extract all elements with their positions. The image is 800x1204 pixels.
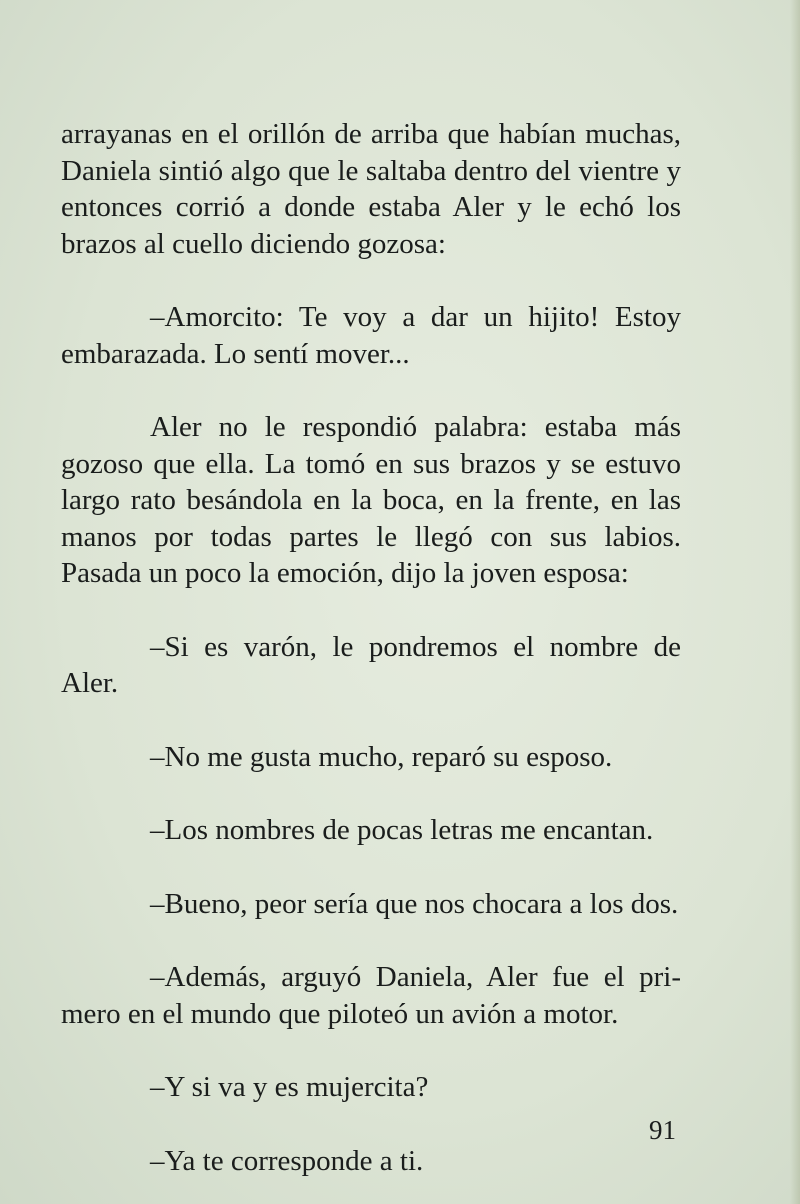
paragraph: –Bueno, peor sería que nos chocara a los dos.	[150, 887, 679, 920]
page-text	[61, 116, 681, 1179]
paragraph: –Si es varón, le pondremos el nombre de Aler.	[61, 630, 681, 699]
paragraph: –Y si va y es mujercita?	[150, 1071, 429, 1103]
page-number: 91	[649, 1115, 676, 1145]
paragraph: –Ya te corresponde a ti.	[150, 1144, 424, 1177]
paragraph: –Los nombres de pocas letras me encantan.	[150, 814, 654, 846]
paragraph: –Además, arguyó Daniela, Aler fue el pri- mero en el mundo que piloteó un avión a motor.	[61, 961, 681, 1030]
paragraph: Aler no le respondió palabra: estaba más gozoso que ella. La tomó en sus brazos y se estuvo largo rato besándola en la boca, en la frente, en las manos por todas partes le llegó con sus labios. Pasada un poco la emoción, dijo la joven esposa:	[61, 411, 681, 589]
paragraph: arrayanas en el orillón de arriba que habían muchas, Daniela sintió algo que le saltaba dentro del vientre y entonces corrió a donde estaba Aler y le echó los brazos al cuello diciendo gozosa:	[61, 118, 681, 260]
paragraph: –No me gusta mucho, reparó su esposo.	[150, 740, 613, 773]
page-edge-shadow	[790, 0, 800, 1204]
paragraph: –Amorcito: Te voy a dar un hijito! Estoy embarazada. Lo sentí mover...	[61, 301, 681, 370]
